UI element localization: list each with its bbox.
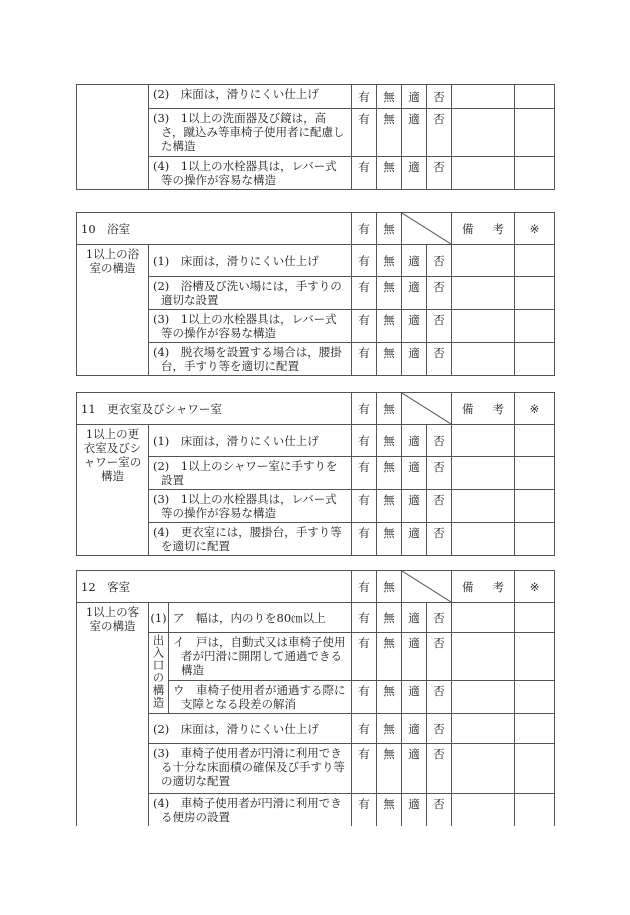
group-label: 1以上の更衣室及びシャワー室の構造 xyxy=(77,425,149,556)
check-item xyxy=(149,523,352,556)
table-row xyxy=(77,157,555,190)
mark-ok: 適 xyxy=(402,310,427,343)
group-cell xyxy=(77,85,149,190)
check-item-text: ア 幅は，内のりを80㎝以上 xyxy=(173,610,326,625)
table-row xyxy=(77,744,555,794)
check-item xyxy=(149,490,352,523)
check-item xyxy=(149,277,352,310)
mark-yes: 有 xyxy=(352,603,377,633)
check-item-text: (2) 1以上のシャワー室に手すりを設置 xyxy=(153,459,338,487)
mark-ng: 否 xyxy=(427,714,452,744)
table-continued xyxy=(76,84,555,190)
diagonal-cell xyxy=(402,213,452,245)
mark-yes: 有 xyxy=(352,681,377,714)
mark-no: 無 xyxy=(377,744,402,794)
section-header-row xyxy=(77,393,555,425)
mark-yes: 有 xyxy=(352,457,377,490)
mark-ok: 適 xyxy=(402,744,427,794)
note-cell xyxy=(515,714,555,744)
check-item-text: (3) 1以上の洗面器及び鏡は，高さ，蹴込み等車椅子使用者に配慮した構造 xyxy=(153,111,345,153)
mark-yes: 有 xyxy=(352,425,377,457)
mark-ok: 適 xyxy=(402,85,427,109)
note-cell xyxy=(515,681,555,714)
header-no: 無 xyxy=(377,393,402,425)
check-item-text: (3) 車椅子使用者が円滑に利用できる十分な床面積の確保及び手すり等の適切な配置 xyxy=(153,746,345,788)
mark-yes: 有 xyxy=(352,714,377,744)
note-cell xyxy=(515,633,555,681)
mark-ng: 否 xyxy=(427,794,452,827)
note-cell xyxy=(515,245,555,277)
header-yes: 有 xyxy=(352,393,377,425)
note-header: ※ xyxy=(515,571,555,603)
remarks-cell xyxy=(452,603,515,633)
note-cell xyxy=(515,157,555,190)
mark-ok: 適 xyxy=(402,633,427,681)
check-item xyxy=(169,603,352,633)
mark-ng: 否 xyxy=(427,633,452,681)
table-row xyxy=(77,245,555,277)
check-item xyxy=(169,633,352,681)
remarks-cell xyxy=(452,310,515,343)
mark-yes: 有 xyxy=(352,277,377,310)
table-bathroom xyxy=(76,212,555,376)
mark-yes: 有 xyxy=(352,744,377,794)
mark-yes: 有 xyxy=(352,633,377,681)
mark-yes: 有 xyxy=(352,343,377,376)
section-header-row xyxy=(77,571,555,603)
check-item xyxy=(149,245,352,277)
mark-ng: 否 xyxy=(427,310,452,343)
section-title: 12 客室 xyxy=(77,571,352,603)
note-cell xyxy=(515,744,555,794)
table-row xyxy=(77,794,555,827)
table-row xyxy=(77,109,555,157)
note-cell xyxy=(515,523,555,556)
mark-no: 無 xyxy=(377,85,402,109)
check-item-text: (1) 床面は，滑りにくい仕上げ xyxy=(153,433,319,448)
check-item xyxy=(149,425,352,457)
table-row xyxy=(77,425,555,457)
mark-no: 無 xyxy=(377,523,402,556)
group-label: 1以上の客室の構造 xyxy=(77,603,149,827)
mark-no: 無 xyxy=(377,277,402,310)
check-item xyxy=(149,744,352,794)
mark-no: 無 xyxy=(377,681,402,714)
check-item xyxy=(149,794,352,827)
check-item-text: (2) 浴槽及び洗い場には，手すりの適切な設置 xyxy=(153,279,342,307)
note-cell xyxy=(515,603,555,633)
diagonal-cell xyxy=(402,393,452,425)
remarks-cell xyxy=(452,457,515,490)
mark-no: 無 xyxy=(377,425,402,457)
check-item-text: (3) 1以上の水栓器具は，レバー式等の操作が容易な構造 xyxy=(153,492,337,520)
note-cell xyxy=(515,310,555,343)
note-cell xyxy=(515,457,555,490)
remarks-cell xyxy=(452,523,515,556)
mark-ng: 否 xyxy=(427,343,452,376)
check-item-text: (4) 脱衣場を設置する場合は，腰掛台，手すり等を適切に配置 xyxy=(153,345,342,373)
table-row xyxy=(77,490,555,523)
mark-no: 無 xyxy=(377,310,402,343)
remarks-cell xyxy=(452,277,515,310)
note-cell xyxy=(515,490,555,523)
mark-no: 無 xyxy=(377,245,402,277)
table-row xyxy=(77,343,555,376)
mark-ok: 適 xyxy=(402,457,427,490)
check-item-text: (2) 床面は，滑りにくい仕上げ xyxy=(153,721,319,736)
mark-ok: 適 xyxy=(402,277,427,310)
remarks-cell xyxy=(452,633,515,681)
group-label: 1以上の浴室の構造 xyxy=(77,245,149,376)
header-yes: 有 xyxy=(352,571,377,603)
remarks-cell xyxy=(452,744,515,794)
mark-ok: 適 xyxy=(402,157,427,190)
check-item-text: (4) 1以上の水栓器具は，レバー式等の操作が容易な構造 xyxy=(153,159,337,187)
check-item-text: (2) 床面は，滑りにくい仕上げ xyxy=(153,87,319,101)
table-guest-room xyxy=(76,570,555,826)
section-title: 11 更衣室及びシャワー室 xyxy=(77,393,352,425)
check-item-text: (1) 床面は，滑りにくい仕上げ xyxy=(153,253,319,268)
mark-no: 無 xyxy=(377,157,402,190)
mark-no: 無 xyxy=(377,109,402,157)
mark-ok: 適 xyxy=(402,245,427,277)
mark-ok: 適 xyxy=(402,714,427,744)
mark-no: 無 xyxy=(377,714,402,744)
note-header: ※ xyxy=(515,213,555,245)
note-cell xyxy=(515,425,555,457)
header-no: 無 xyxy=(377,571,402,603)
check-item xyxy=(149,457,352,490)
section-header-row xyxy=(77,213,555,245)
mark-yes: 有 xyxy=(352,85,377,109)
table-row xyxy=(77,457,555,490)
note-cell xyxy=(515,343,555,376)
table-row xyxy=(77,85,555,109)
remarks-cell xyxy=(452,425,515,457)
mark-no: 無 xyxy=(377,457,402,490)
check-item-text: イ 戸は，自動式又は車椅子使用者が円滑に開閉して通過できる構造 xyxy=(173,635,346,677)
table-row xyxy=(77,633,555,681)
remarks-header: 備 考 xyxy=(452,393,515,425)
header-yes: 有 xyxy=(352,213,377,245)
remarks-header: 備 考 xyxy=(452,571,515,603)
check-item xyxy=(149,157,352,190)
table-row xyxy=(77,310,555,343)
mark-yes: 有 xyxy=(352,245,377,277)
check-item xyxy=(149,85,352,109)
table-row xyxy=(77,603,555,633)
check-item xyxy=(149,310,352,343)
mark-ng: 否 xyxy=(427,157,452,190)
mark-ng: 否 xyxy=(427,109,452,157)
mark-ok: 適 xyxy=(402,681,427,714)
remarks-cell xyxy=(452,681,515,714)
check-item xyxy=(169,681,352,714)
diagonal-cell xyxy=(402,571,452,603)
mark-yes: 有 xyxy=(352,310,377,343)
note-cell xyxy=(515,109,555,157)
table-row xyxy=(77,523,555,556)
mark-ok: 適 xyxy=(402,109,427,157)
mark-yes: 有 xyxy=(352,109,377,157)
mark-ng: 否 xyxy=(427,457,452,490)
check-item xyxy=(149,109,352,157)
remarks-cell xyxy=(452,245,515,277)
mark-no: 無 xyxy=(377,490,402,523)
mark-ng: 否 xyxy=(427,603,452,633)
mark-ng: 否 xyxy=(427,490,452,523)
remarks-cell xyxy=(452,714,515,744)
check-item xyxy=(149,343,352,376)
header-no: 無 xyxy=(377,213,402,245)
note-cell xyxy=(515,277,555,310)
mark-ng: 否 xyxy=(427,85,452,109)
entrance-number: (1) xyxy=(149,603,169,633)
mark-ok: 適 xyxy=(402,425,427,457)
remarks-cell xyxy=(452,109,515,157)
mark-no: 無 xyxy=(377,633,402,681)
mark-ok: 適 xyxy=(402,794,427,827)
remarks-cell xyxy=(452,490,515,523)
mark-yes: 有 xyxy=(352,523,377,556)
mark-ng: 否 xyxy=(427,523,452,556)
remarks-cell xyxy=(452,85,515,109)
remarks-cell xyxy=(452,157,515,190)
mark-yes: 有 xyxy=(352,157,377,190)
mark-ok: 適 xyxy=(402,523,427,556)
mark-yes: 有 xyxy=(352,794,377,827)
remarks-header: 備 考 xyxy=(452,213,515,245)
mark-ng: 否 xyxy=(427,681,452,714)
section-title: 10 浴室 xyxy=(77,213,352,245)
mark-ok: 適 xyxy=(402,603,427,633)
note-header: ※ xyxy=(515,393,555,425)
mark-ok: 適 xyxy=(402,490,427,523)
entrance-label: 出入口の構造 xyxy=(149,633,169,714)
remarks-cell xyxy=(452,343,515,376)
check-item-text: ウ 車椅子使用者が通過する際に支障となる段差の解消 xyxy=(173,683,346,711)
mark-no: 無 xyxy=(377,794,402,827)
mark-ng: 否 xyxy=(427,744,452,794)
check-item xyxy=(149,714,352,744)
mark-ng: 否 xyxy=(427,425,452,457)
mark-ng: 否 xyxy=(427,277,452,310)
mark-no: 無 xyxy=(377,603,402,633)
check-item-text: (3) 1以上の水栓器具は，レバー式等の操作が容易な構造 xyxy=(153,312,337,340)
check-item-text: (4) 車椅子使用者が円滑に利用できる便房の設置 xyxy=(153,796,342,824)
table-changing-room xyxy=(76,392,555,556)
note-cell xyxy=(515,85,555,109)
mark-ng: 否 xyxy=(427,245,452,277)
mark-no: 無 xyxy=(377,343,402,376)
table-row xyxy=(77,714,555,744)
check-item-text: (4) 更衣室には，腰掛台，手すり等を適切に配置 xyxy=(153,525,342,553)
note-cell xyxy=(515,794,555,827)
table-row xyxy=(77,277,555,310)
remarks-cell xyxy=(452,794,515,827)
mark-ok: 適 xyxy=(402,343,427,376)
mark-yes: 有 xyxy=(352,490,377,523)
